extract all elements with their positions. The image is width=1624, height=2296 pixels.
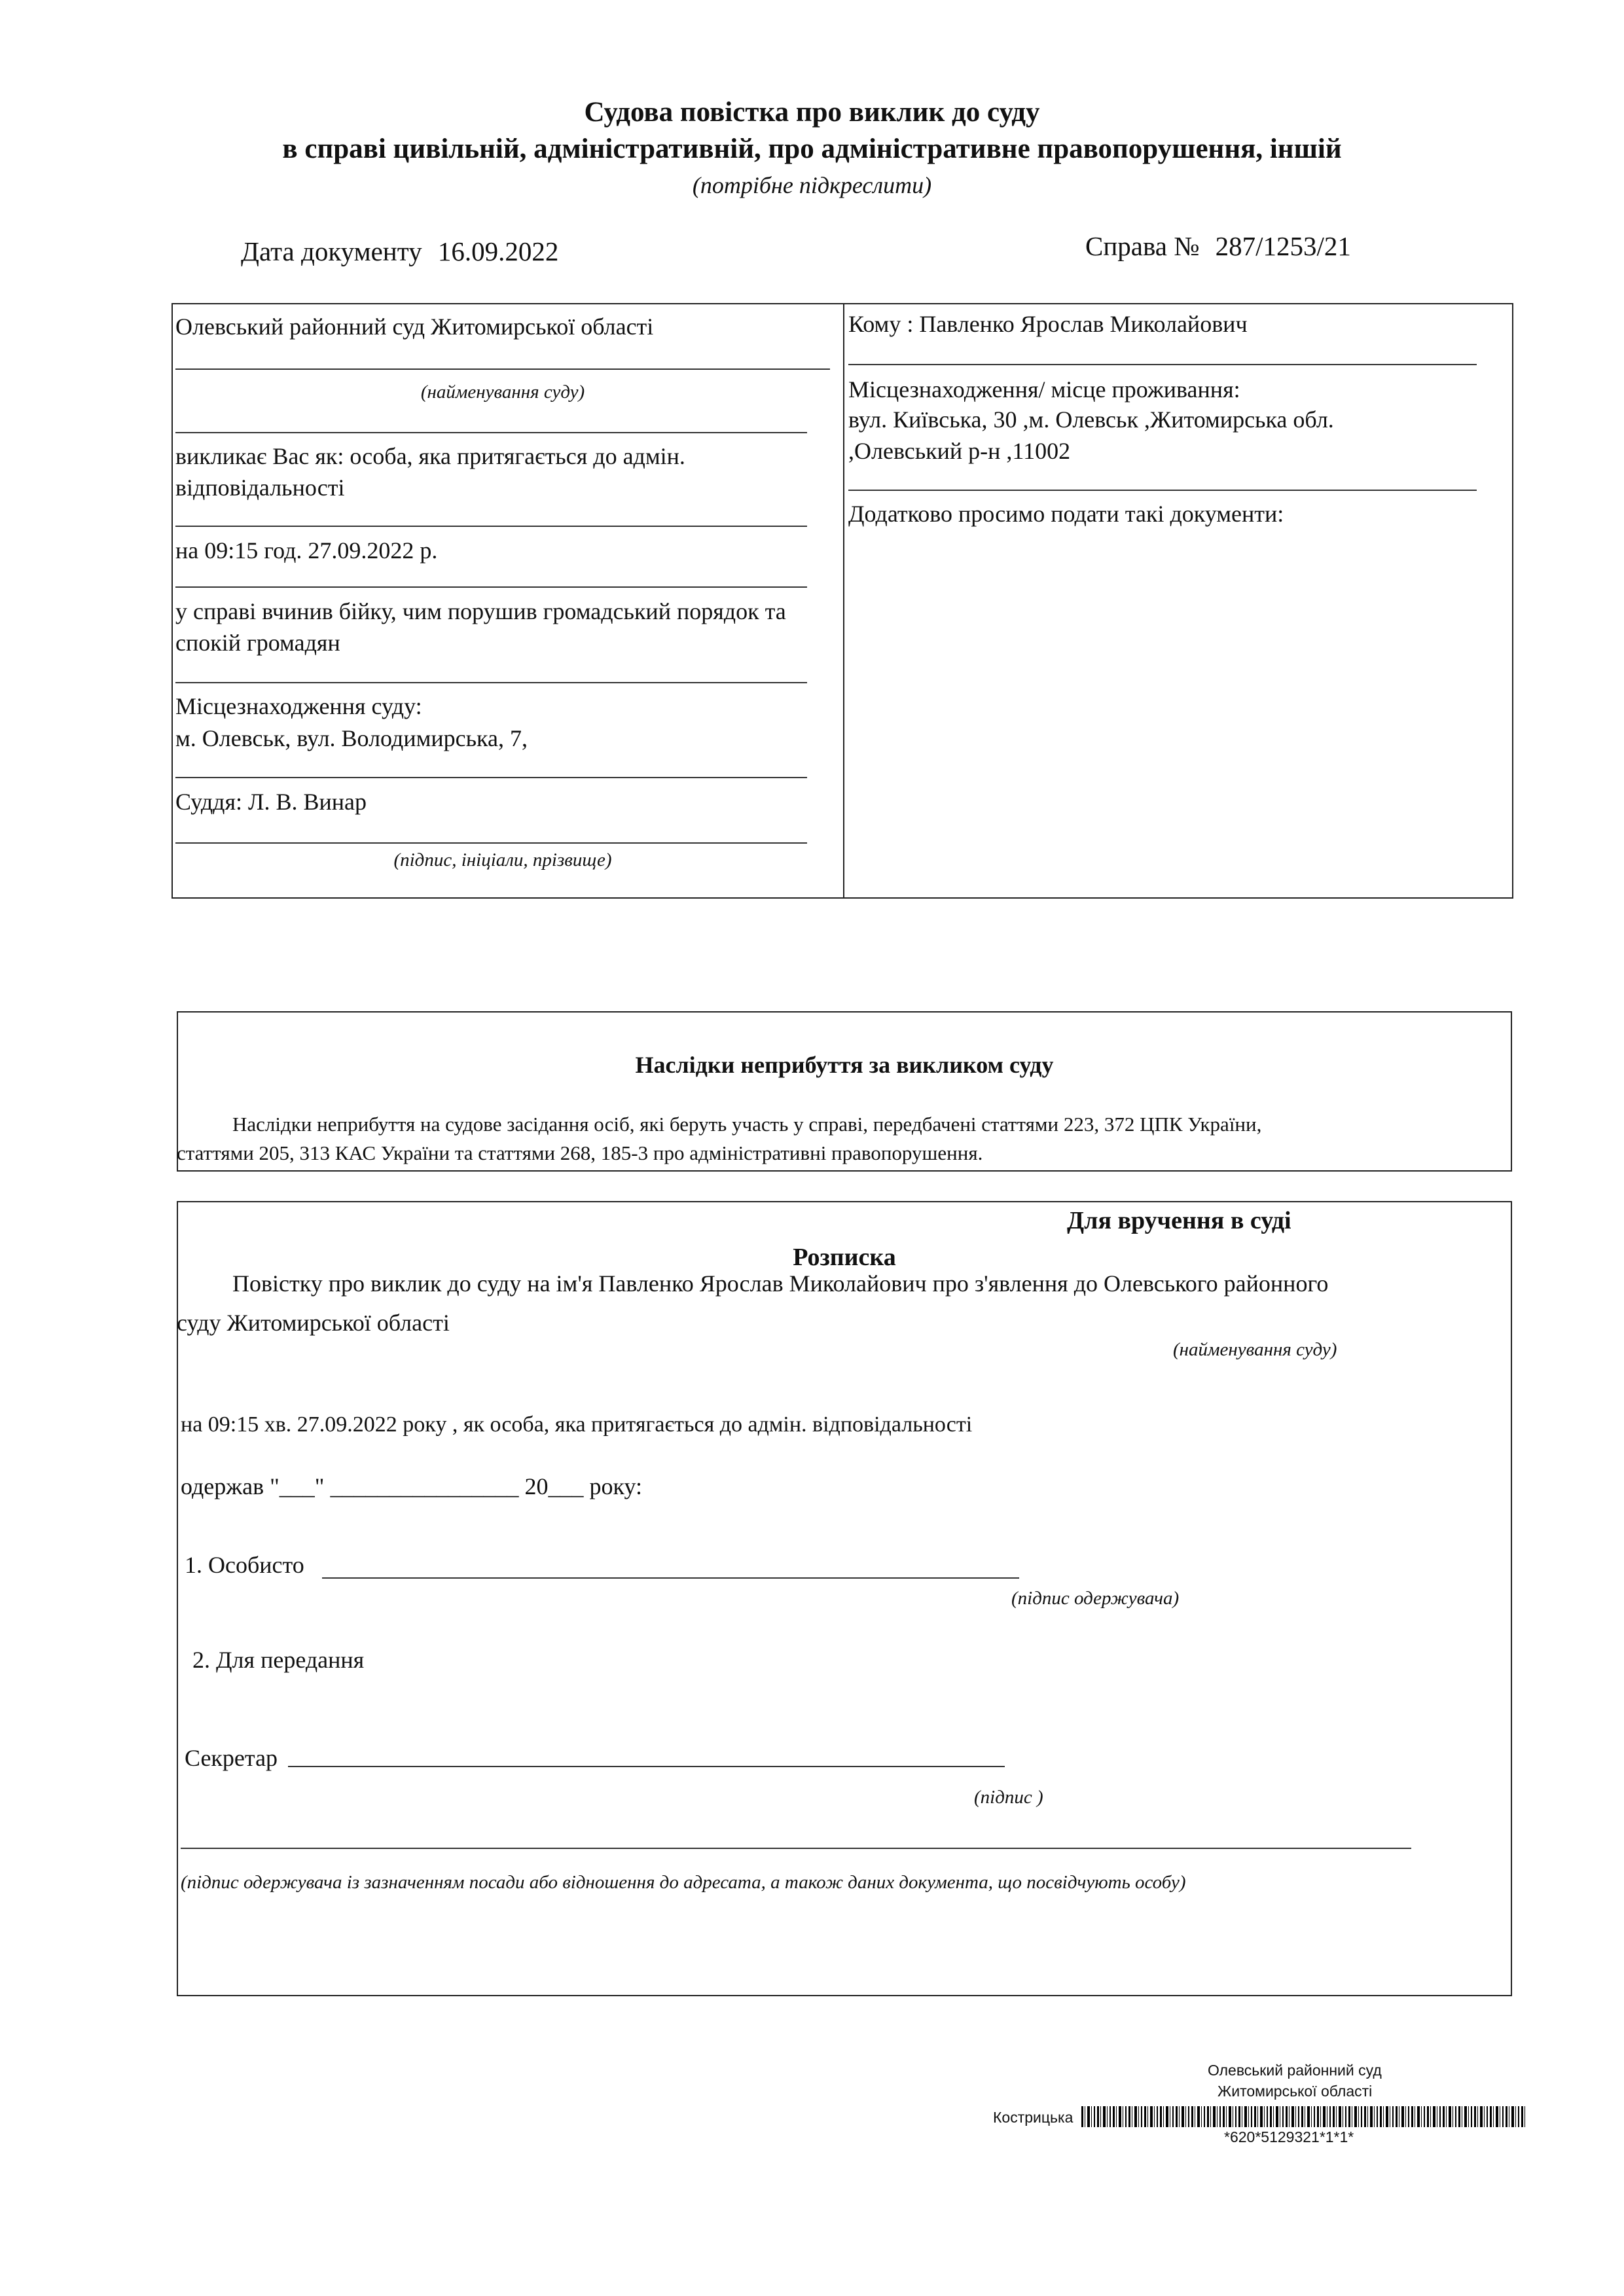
recipient: Кому : Павленко Ярослав Миколайович (848, 311, 1248, 337)
receipt-time-line: на 09:15 хв. 27.09.2022 року , як особа, яка притягається до адмін. відповідальності (181, 1412, 973, 1437)
for-transfer-label: 2. Для передання (192, 1647, 365, 1673)
consequences-line1: Наслідки неприбуття на судове засідання осіб, які беруть участь у справі, передбачені статтями 223, 372 ЦПК України, (232, 1113, 1262, 1136)
secretary-label: Секретар (185, 1745, 278, 1771)
judge-caption: (підпис, ініціали, прізвище) (393, 850, 612, 870)
barcode (1081, 2106, 1526, 2127)
judge: Суддя: Л. В. Винар (175, 789, 367, 815)
residence-label: Місцезнаходження/ місце проживання: (848, 376, 1240, 403)
document-date-label: Дата документу (241, 236, 422, 266)
receipt-text-line1: Повістку про виклик до суду на ім'я Павленко Ярослав Миколайович про з'явлення до Олевського районного (232, 1270, 1329, 1297)
receipt-text-line2: суду Житомирської області (177, 1310, 450, 1336)
document-subtitle: (потрібне підкреслити) (692, 172, 932, 198)
secretary-signature-line (288, 1766, 1005, 1767)
receipt-bottom-line (181, 1848, 1411, 1849)
residence-line2: ,Олевський р-н ,11002 (848, 438, 1071, 464)
appearance-time: на 09:15 год. 27.09.2022 р. (175, 537, 438, 564)
stamp-court-line1: Олевський районний суд (1208, 2062, 1382, 2079)
consequences-title: Наслідки неприбуття за викликом суду (635, 1052, 1054, 1078)
judge-signature-line (175, 842, 807, 844)
receipt-title: Розписка (793, 1244, 896, 1271)
divider-line (848, 364, 1477, 365)
divider-line (848, 490, 1477, 491)
case-number-value: 287/1253/21 (1215, 231, 1351, 261)
document-date (241, 236, 558, 267)
personally-caption: (підпис одержувача) (1011, 1588, 1180, 1609)
receipt-court-caption: (найменування суду) (1173, 1339, 1337, 1360)
stamp-code: *620*5129321*1*1* (1224, 2128, 1354, 2145)
case-number (1085, 230, 1351, 262)
receipt-bottom-caption: (підпис одержувача із зазначенням посади або відношення до адресата, а також даних документа, що посвідчують особу) (181, 1872, 1186, 1893)
stamp-court-line2: Житомирської області (1218, 2083, 1373, 2100)
court-name: Олевський районний суд Житомирської області (175, 314, 654, 340)
divider-line (175, 682, 807, 683)
consequences-line2: статтями 205, 313 КАС України та статтями 268, 185-3 про адміністративні правопорушення. (177, 1141, 983, 1164)
case-subject: у справі вчинив бійку, чим порушив громадський порядок та спокій громадян (175, 598, 786, 656)
court-location: м. Олевськ, вул. Володимирська, 7, (175, 725, 528, 751)
personally-label: 1. Особисто (185, 1552, 304, 1578)
court-name-caption: (найменування суду) (420, 382, 585, 403)
divider-line (175, 432, 807, 433)
divider-line (175, 586, 807, 588)
received-line: одержав "___" ________________ 20___ року: (181, 1473, 643, 1499)
summons-as: викликає Вас як: особа, яка притягається до адмін. відповідальності (175, 443, 685, 501)
secretary-caption: (підпис ) (974, 1787, 1043, 1808)
court-location-label: Місцезнаходження суду: (175, 693, 422, 719)
document-date-value: 16.09.2022 (437, 236, 559, 266)
personally-signature-line (322, 1577, 1019, 1579)
divider-line (175, 526, 807, 527)
document-title-line1: Судова повістка про виклик до суду (584, 97, 1040, 128)
case-number-label: Справа № (1085, 231, 1200, 261)
court-name-line (175, 368, 830, 370)
document-title-line2: в справі цивільній, адміністративній, про адміністративне правопорушення, іншій (282, 134, 1342, 164)
stamp-name: Кострицька (993, 2109, 1074, 2126)
residence-line1: вул. Київська, 30 ,м. Олевськ ,Житомирська обл. (848, 406, 1334, 433)
divider-line (175, 777, 807, 778)
summons-box-divider (843, 303, 844, 899)
extra-documents: Додатково просимо подати такі документи: (848, 501, 1284, 527)
for-court-delivery: Для вручення в суді (1067, 1207, 1291, 1234)
